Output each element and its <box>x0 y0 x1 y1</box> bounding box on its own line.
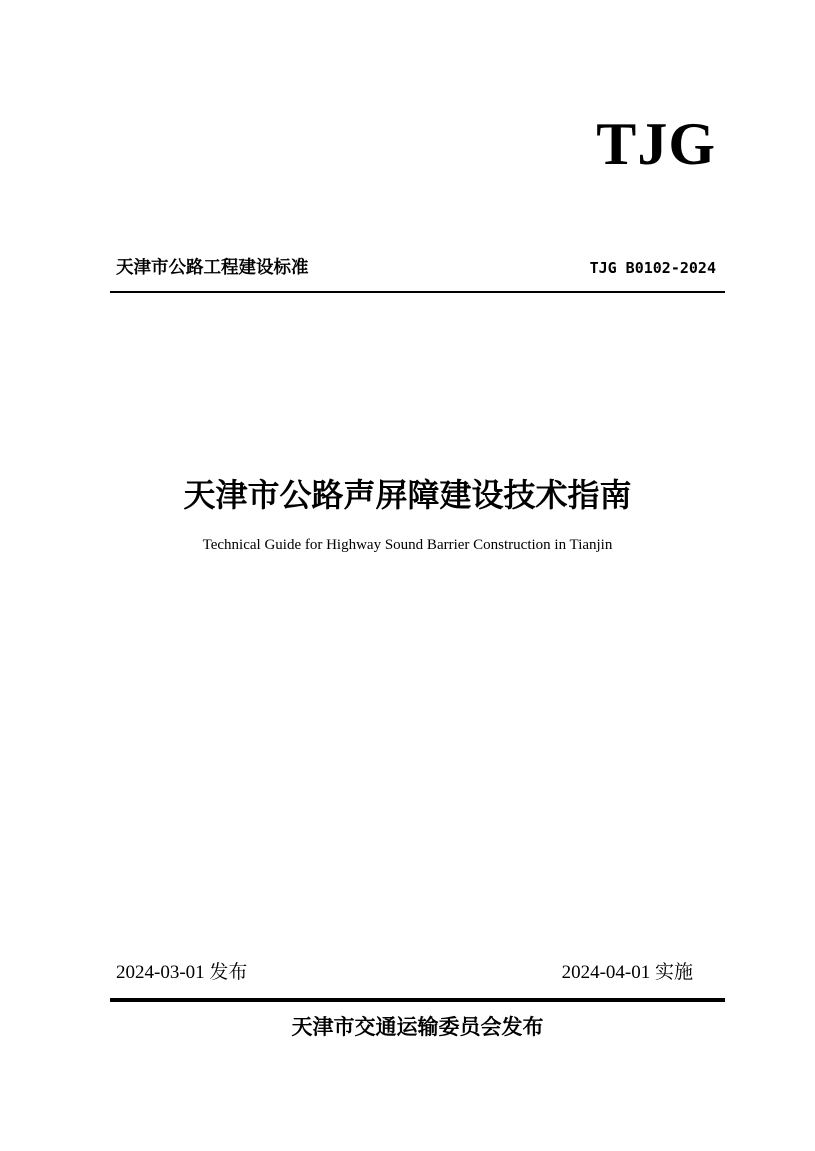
implementation-date: 2024-04-01 实施 <box>561 962 693 983</box>
issue-date: 2024-03-01 发布 <box>116 962 248 983</box>
footer-divider <box>110 998 725 1002</box>
standard-series-name: 天津市公路工程建设标准 <box>116 258 309 278</box>
document-title-english: Technical Guide for Highway Sound Barrier Construction in Tianjin <box>202 537 613 553</box>
publisher: 天津市交通运输委员会发布 <box>291 1014 544 1039</box>
standard-code: TJG B0102-2024 <box>589 259 716 277</box>
document-title-chinese: 天津市公路声屏障建设技术指南 <box>183 476 632 514</box>
tjg-logo: TJG <box>596 111 716 177</box>
header-divider <box>110 291 725 293</box>
